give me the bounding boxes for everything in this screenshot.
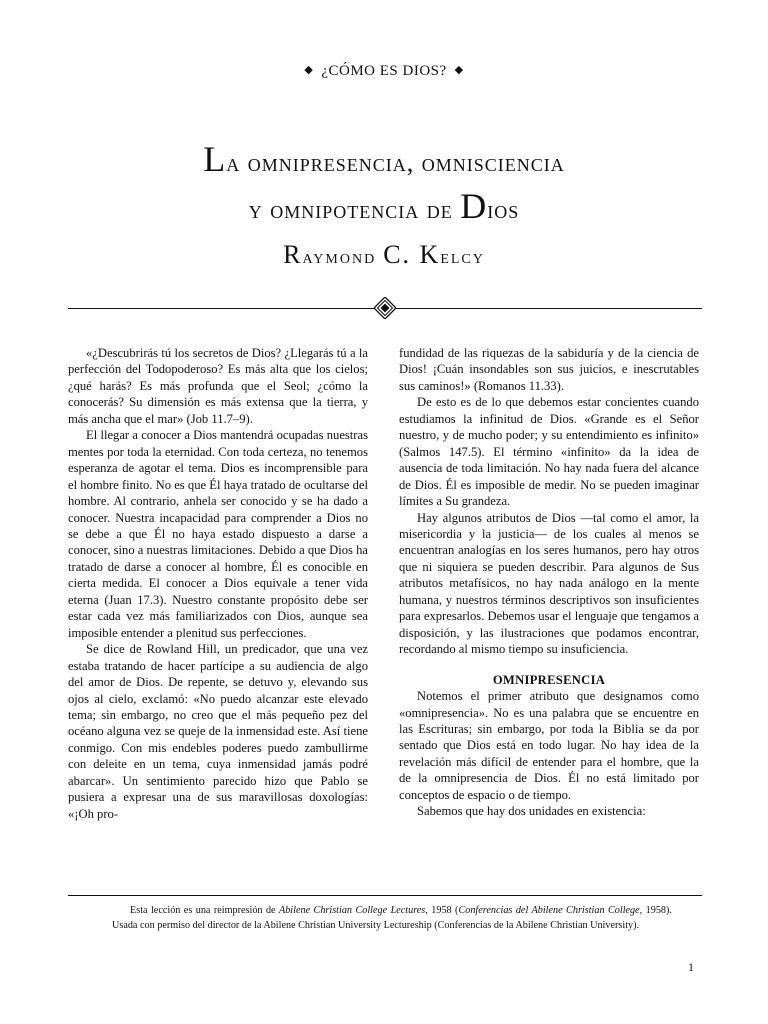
- author-first-rest: aymond: [302, 246, 384, 268]
- author-initial-first: R: [283, 240, 303, 269]
- footnote-text: , 1958 (: [425, 905, 459, 916]
- page-number: 1: [688, 960, 694, 974]
- title-line-2-text: y omnipotencia de: [248, 195, 461, 224]
- running-head: [0, 63, 768, 80]
- footnote-divider: [68, 895, 702, 896]
- footnote-text: Esta lección es una reimpresión de: [130, 905, 279, 916]
- diamond-bullet-icon: ◆: [454, 64, 464, 76]
- title-line-1: [0, 138, 768, 180]
- title-line-2: [0, 185, 768, 227]
- title-line-2-end: ios: [487, 195, 520, 224]
- title-initial-2: D: [460, 186, 488, 226]
- paragraph: Hay algunos atributos de Dios —tal como el amor, la misericordia y la justicia— de los cuales al menos se encuentran analogías en los seres humanos, pero hay otros que ni siquiera se pueden describir. Para algunos de Sus atributos metafísicos, no hay nada análogo en la mente humana, y nuestros términos descriptivos son insuficientes para expresarlos. Debemos usar el lenguaje que tengamos a disposición, y las ilustraciones que podamos encontrar, recordando al mismo tiempo su insuficiencia.: [399, 510, 699, 657]
- footnote-italic: Conferencias del Abilene Christian College: [458, 905, 640, 916]
- paragraph: Notemos el primer atributo que designamos como «omnipresencia». No es una palabra que se encuentre en las Escrituras; sin embargo, por toda la Biblia se da por sentado que Dios está en todo lugar. No hay idea de la revelación más difícil de entender para el hombre, que la de la omnipresencia de Dios. Él no está limitado por conceptos de espacio o de tiempo.: [399, 689, 699, 802]
- section-heading: OMNIPRESENCIA: [492, 672, 606, 687]
- author-middle: C.: [383, 240, 420, 269]
- author-initial-last: K: [419, 240, 441, 269]
- paragraph: De esto es de lo que debemos estar concientes cuando estudiamos la infinitud de Dios. «Grande es el Señor nuestro, y de mucho poder; y su entendimiento es infinito» (Salmos 147.5). El término «infinito» da la idea de ausencia de toda limitación. No hay nada fuera del alcance de Dios. Él es imposible de medir. No se pueden imaginar límites a Su grandeza.: [399, 395, 699, 509]
- ornament-diamond-icon: [374, 297, 396, 319]
- author-name: [0, 240, 768, 270]
- diamond-bullet-icon: ◆: [304, 64, 314, 76]
- paragraph-continued: fundidad de las riquezas de la sabiduría y de la ciencia de Dios! ¡Cuán insondables son sus juicios, e inescrutables sus caminos!» (Romanos 11.33).: [399, 346, 699, 393]
- footnote-italic: Abilene Christian College Lectures: [278, 905, 426, 916]
- footnote: [112, 903, 672, 933]
- footnote-text: , 1958). Usada con permiso del director de la Abilene Christian University Lectureship (Conferencias de la Abilene Christian University).: [112, 905, 672, 931]
- running-head-text: ¿CÓMO ES DIOS?: [321, 63, 447, 79]
- ornamental-rule: [68, 297, 702, 321]
- title-initial: L: [203, 139, 227, 179]
- paragraph: El llegar a conocer a Dios mantendrá ocupadas nuestras mentes por toda la eternidad. Con toda certeza, no tenemos esperanza de agotar el tema. Dios es incomprensible para el hombre finito. No es que Él haya tratado de ocultarse del hombre. Al contrario, anhela ser conocido y se ha dado a conocer. Nuestra incapacidad para comprender a Dios no se debe a que Él no haya estado dispuesto a darse a conocer, sino a nuestras limitaciones. Debido a que Dios ha tratado de darse a conocer al hombre, Él es conocible en cierta medida. El conocer a Dios equivale a tener vida eterna (Juan 17.3). Nuestro constante propósito debe ser estar cada vez más familiarizados con Dios, aunque sea imposible entender a plenitud sus perfecciones.: [68, 428, 368, 640]
- left-column: [68, 345, 368, 822]
- author-last-rest: elcy: [440, 246, 485, 268]
- paragraph: Se dice de Rowland Hill, un predicador, que una vez estaba tratando de hacer partícipe a su audiencia de algo del amor de Dios. De repente, se detuvo y, elevando sus ojos al cielo, exclamó: «No puedo alcanzar este elevado tema; sin embargo, no creo que el más pequeño pez del océano alguna vez se queje de la inmensidad este. Así tiene conmigo. Con mis endebles poderes puedo zambullirme con deleite en un tema, cuya inmensidad jamás podré abarcar». Un sentimiento parecido hizo que Pablo se pusiera a expresar una de sus maravillosas doxologías: «¡Oh pro-: [68, 642, 368, 821]
- title-line-1-text: a omnipresencia, omnisciencia: [226, 148, 565, 177]
- paragraph: Sabemos que hay dos unidades en existencia:: [417, 804, 646, 819]
- paragraph: «¿Descubrirás tú los secretos de Dios? ¿Llegarás tú a la perfección del Todopoderoso? Es más alta que los cielos; ¿qué harás? Es más profunda que el Seol; ¿cómo la conocerás? Su dimensión es más extensa que la tierra, y más ancha que el mar» (Job 11.7–9).: [68, 346, 368, 426]
- right-column: [399, 345, 699, 820]
